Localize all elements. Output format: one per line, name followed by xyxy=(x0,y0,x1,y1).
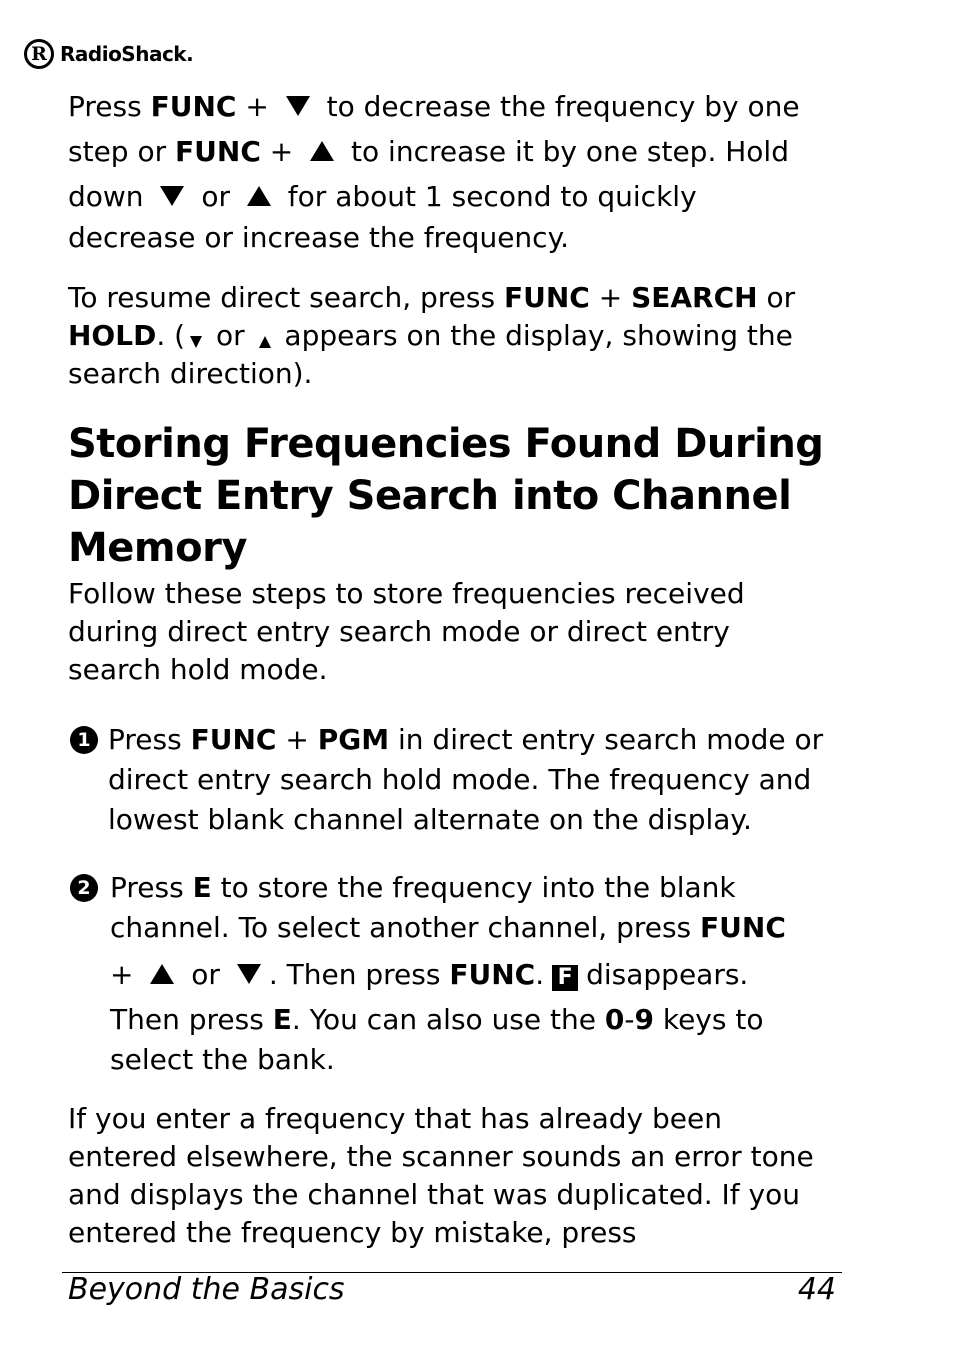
intro-paragraph: Follow these steps to store frequencies received during direct entry search mode or direct entry search hold mode. xyxy=(68,577,745,686)
step-2 xyxy=(68,868,868,1080)
logo-text: RadioShack. xyxy=(60,42,194,66)
step-number-2: 2 xyxy=(70,874,98,902)
paragraph-resume-search: To resume direct search, press FUNC + SEARCH or HOLD. ( or appears on the display, showing the search direction). xyxy=(68,281,796,390)
step-2-text xyxy=(110,868,840,1080)
para1-line4: decrease or increase the frequency. xyxy=(68,221,570,254)
para1-line2: step or FUNC + to increase it by one step. Hold xyxy=(68,135,789,168)
small-up-arrow-icon xyxy=(258,335,272,349)
step2-lines-1-2: Press E to store the frequency into the blank channel. To select another channel, press FUNC xyxy=(110,871,786,944)
footer-page-number: 44 xyxy=(797,1272,836,1307)
para1-line3: down or for about 1 second to quickly xyxy=(68,180,697,213)
step-number-1: 1 xyxy=(70,726,98,754)
step-1 xyxy=(68,720,868,840)
down-arrow-icon xyxy=(284,94,312,118)
paragraph-frequency-step xyxy=(68,84,858,257)
footer-section-title: Beyond the Basics xyxy=(68,1272,345,1307)
down-arrow-icon xyxy=(235,962,263,986)
step-1-text: Press FUNC + PGM in direct entry search mode or direct entry search hold mode. The frequency and lowest blank channel alternate on the display. xyxy=(108,723,824,836)
up-arrow-icon xyxy=(308,139,336,163)
section-heading: Storing Frequencies Found During Direct Entry Search into Channel Memory xyxy=(68,421,824,571)
step2-lines-4-5: Then press E. You can also use the 0-9 keys to select the bank. xyxy=(110,1003,764,1076)
down-arrow-icon xyxy=(158,184,186,208)
up-arrow-icon xyxy=(245,184,273,208)
func-indicator-icon: F xyxy=(552,965,578,991)
small-down-arrow-icon xyxy=(189,335,203,349)
step2-line-3: + or . Then press FUNC. F disappears. xyxy=(110,958,749,991)
up-arrow-icon xyxy=(148,962,176,986)
duplicate-paragraph: If you enter a frequency that has already been entered elsewhere, the scanner sounds an error tone and displays the channel that was duplicated. If you entered the frequency by mistake, press xyxy=(68,1102,814,1249)
logo-mark: R xyxy=(24,39,54,69)
radioshack-logo xyxy=(24,36,193,72)
para1-line1: Press FUNC + to decrease the frequency by one xyxy=(68,90,800,123)
